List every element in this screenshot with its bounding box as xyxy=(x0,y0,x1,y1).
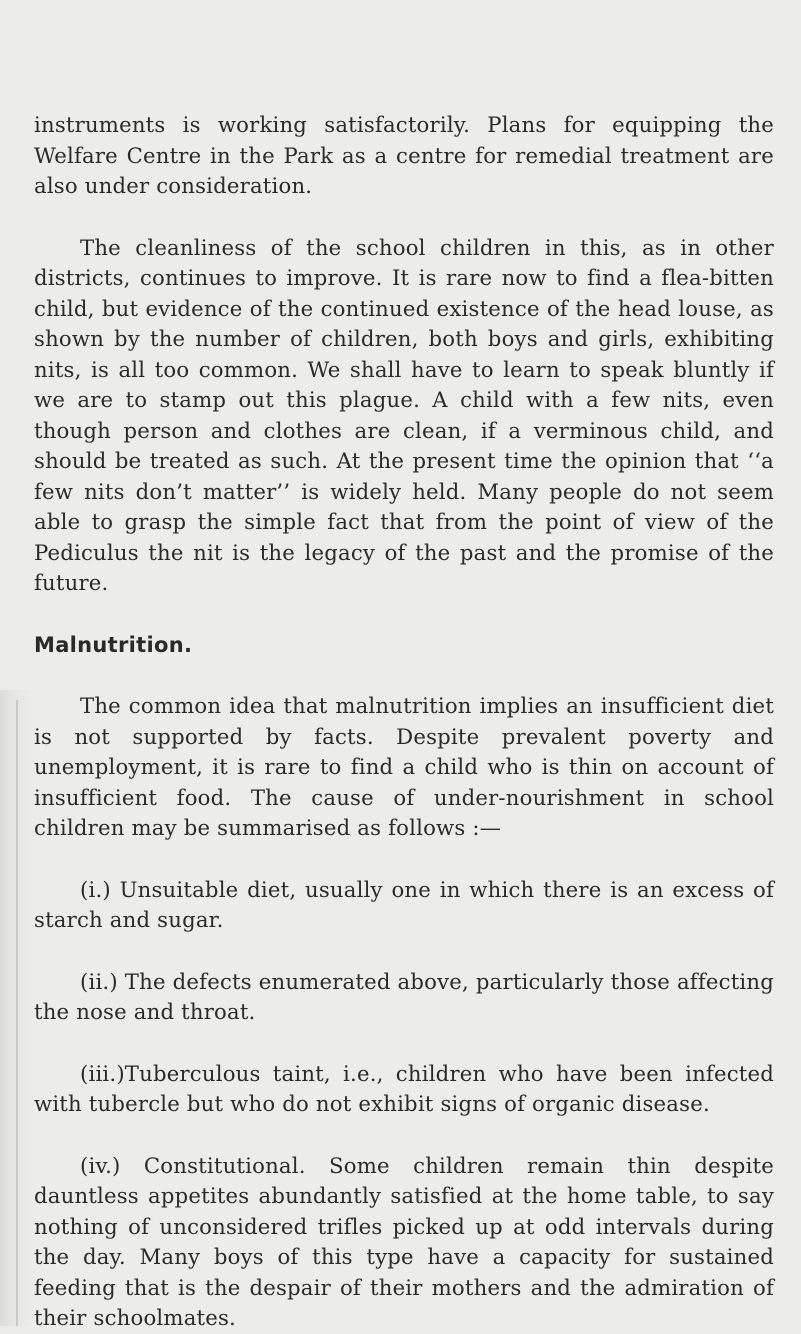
malnutrition-intro-paragraph: The common idea that malnutrition implies an insufficient diet is not supported by facts. Despite prevalent poverty and unemployment, it is rare to find a child who is thin on account of insufficient food. The cause of under-nourishment in school children may be summarised as follows :— xyxy=(34,693,774,840)
cause-item-ii: (ii.) The defects enumerated above, particularly those affecting the nose and throat. xyxy=(34,968,774,1024)
document-body xyxy=(34,110,774,1334)
cause-item-i: (i.) Unsuitable diet, usually one in which there is an excess of starch and sugar. xyxy=(34,876,774,932)
section-heading: Malnutrition. xyxy=(34,632,193,657)
cause-item-iii: (iii.)Tuberculous taint, i.e., children who have been infected with tubercle but who do not exhibit signs of organic disease. xyxy=(34,1060,774,1116)
continuation-paragraph: instruments is working satisfactorily. Plans for equipping the Welfare Centre in the Park as a centre for remedial treatment are also under consideration. xyxy=(34,112,774,198)
page-binding-edge xyxy=(16,700,18,1326)
cleanliness-paragraph: The cleanliness of the school children in this, as in other districts, continues to improve. It is rare now to find a flea-bitten child, but evidence of the continued existence of the head louse, as shown by the number of children, both boys and girls, exhibiting nits, is all too common. We shall have to learn to speak bluntly if we are to stamp out this plague. A child with a few nits, even though person and clothes are clean, if a verminous child, and should be treated as such. At the present time the opinion that ‘‘a few nits don’t matter’’ is widely held. Many people do not seem able to grasp the simple fact that from the point of view of the Pediculus the nit is the legacy of the past and the promise of the future. xyxy=(34,234,774,595)
cause-item-iv: (iv.) Constitutional. Some children remain thin despite dauntless appetites abundantly satisfied at the home table, to say nothing of unconsidered trifles picked up at odd intervals during the day. Many boys of this type have a capacity for sustained feeding that is the despair of their mothers and the admiration of their schoolmates. xyxy=(34,1152,774,1330)
